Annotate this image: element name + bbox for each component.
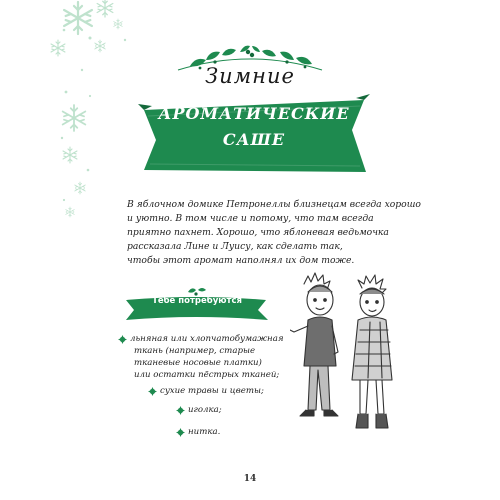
list-item-text: иголка; xyxy=(188,405,222,415)
intro-line: рассказала Лине и Луису, как сделать так, xyxy=(127,241,343,252)
girl-figure xyxy=(352,275,392,428)
list-item xyxy=(176,404,222,416)
holly-sprig-icon xyxy=(188,288,206,296)
snowflake-icon xyxy=(75,182,85,194)
list-item xyxy=(176,426,220,438)
intro-line: приятно пахнет. Хорошо, что яблоневая ведьмочка xyxy=(127,227,389,238)
snowflake-icon xyxy=(63,147,77,163)
list-item-text: ткань (например, старые xyxy=(134,346,256,356)
twins-illustration xyxy=(290,270,410,450)
flower-bullet-icon xyxy=(148,387,157,396)
flower-bullet-icon xyxy=(176,406,185,415)
snowflake-icon xyxy=(66,207,75,217)
list-item xyxy=(118,333,284,381)
list-item xyxy=(148,385,264,397)
page-number: 14 xyxy=(243,474,257,484)
snowflake-icon xyxy=(114,19,123,29)
title-banner-line1: АРОМАТИЧЕСКИЕ xyxy=(158,104,350,123)
flower-bullet-icon xyxy=(118,335,127,344)
intro-line: В яблочном домике Петронеллы близнецам всегда хорошо xyxy=(127,199,421,210)
list-item-text: льняная или хлопчатобумажная xyxy=(130,334,284,344)
list-item-text: сухие травы и цветы; xyxy=(160,386,264,396)
list-item-text: тканевые носовые платки) xyxy=(134,358,262,368)
supplies-ribbon xyxy=(122,286,270,326)
snowflake-icon xyxy=(63,105,86,131)
intro-line: и уютно. В том числе и потому, что там всегда xyxy=(127,213,374,224)
snowflake-icon xyxy=(97,0,113,17)
list-item-text: нитка. xyxy=(188,427,221,437)
snowflake-icon xyxy=(51,40,65,56)
snowflake-icon xyxy=(95,40,105,52)
boy-figure xyxy=(290,273,338,416)
title-small: Зимние xyxy=(205,64,295,88)
title-banner-line2: САШЕ xyxy=(222,130,286,149)
supplies-ribbon-label: Тебе потребуются xyxy=(152,296,242,306)
flower-bullet-icon xyxy=(176,428,185,437)
intro-paragraph xyxy=(127,198,421,268)
list-item-text: или остатки пёстрых тканей; xyxy=(134,370,280,380)
snowflake-icon xyxy=(64,2,92,34)
intro-line: чтобы этот аромат наполнял их дом тоже. xyxy=(127,255,355,266)
